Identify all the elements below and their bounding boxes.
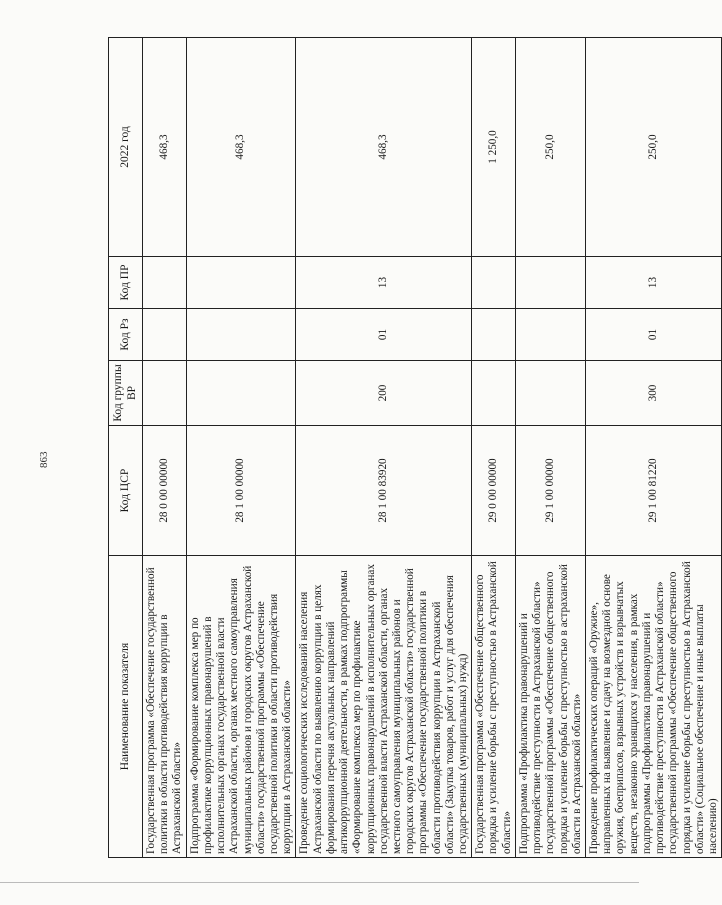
row-pr bbox=[143, 257, 187, 309]
row-csr: 29 1 00 81220 bbox=[586, 426, 722, 556]
row-vr bbox=[472, 361, 516, 426]
row-value: 250,0 bbox=[586, 38, 722, 257]
row-name: Государственная программа «Обеспечение государственной политики в области противодействия коррупции в Астраханской области» bbox=[143, 556, 187, 858]
row-name: Государственная программа «Обеспечение общественного порядка и усиление борьбы с преступностью в Астраханской области» bbox=[472, 556, 516, 858]
table-row bbox=[186, 38, 296, 858]
row-value: 250,0 bbox=[515, 38, 585, 257]
header-name: Наименование показателя bbox=[109, 556, 143, 858]
row-rz bbox=[186, 309, 296, 361]
table-header-row bbox=[109, 38, 143, 858]
page-edge-line bbox=[0, 882, 639, 883]
table-row bbox=[586, 38, 722, 858]
budget-table bbox=[108, 37, 722, 858]
row-rz bbox=[472, 309, 516, 361]
row-value: 1 250,0 bbox=[472, 38, 516, 257]
row-vr bbox=[143, 361, 187, 426]
row-pr: 13 bbox=[586, 257, 722, 309]
row-value: 468,3 bbox=[296, 38, 472, 257]
row-rz bbox=[143, 309, 187, 361]
header-rz: Код Рз bbox=[109, 309, 143, 361]
row-csr: 29 0 00 00000 bbox=[472, 426, 516, 556]
row-name: Подпрограмма «Профилактика правонарушений и противодействие преступности в Астраханской области» государственной программы «Обеспечение общественного порядка и усиление борьбы с преступностью в астраханской области в Астраханской области» bbox=[515, 556, 585, 858]
row-vr: 300 bbox=[586, 361, 722, 426]
row-csr: 28 1 00 00000 bbox=[186, 426, 296, 556]
table-row bbox=[143, 38, 187, 858]
row-csr: 29 1 00 00000 bbox=[515, 426, 585, 556]
row-pr: 13 bbox=[296, 257, 472, 309]
table-row bbox=[472, 38, 516, 858]
row-csr: 28 0 00 00000 bbox=[143, 426, 187, 556]
budget-table-container bbox=[108, 38, 719, 858]
row-name: Подпрограмма «Формирование комплекса мер по профилактике коррупционных правонарушений в исполнительных органах государственной власти Астраханской области, органах местного самоуправления муниципальных районов и городских округов Астраханской области» государственной программы «Обеспечение государственной политики в области противодействия коррупции в Астраханской области» bbox=[186, 556, 296, 858]
row-rz bbox=[515, 309, 585, 361]
row-vr bbox=[515, 361, 585, 426]
row-csr: 28 1 00 83920 bbox=[296, 426, 472, 556]
row-pr bbox=[515, 257, 585, 309]
row-value: 468,3 bbox=[186, 38, 296, 257]
table-row bbox=[515, 38, 585, 858]
row-name: Проведение социологических исследований населения Астраханской области по выявлению коррупции в целях формирования перечня актуальных направлений антикоррупционной деятельности, в рамках подпрограммы «Формирование комплекса мер по профилактике коррупционных правонарушений в исполнительных органах государственной власти Астраханской области, органах местного самоуправления муниципальных районов и городских округов Астраханской области» государственной программы «Обеспечение государственной политики в области противодействия коррупции в Астраханской области» (Закупка товаров, работ и услуг для обеспечения государственных (муниципальных) нужд) bbox=[296, 556, 472, 858]
row-vr bbox=[186, 361, 296, 426]
row-pr bbox=[186, 257, 296, 309]
header-vr: Код группы ВР bbox=[109, 361, 143, 426]
page-number: 863 bbox=[38, 451, 50, 468]
row-vr: 200 bbox=[296, 361, 472, 426]
row-value: 468,3 bbox=[143, 38, 187, 257]
row-pr bbox=[472, 257, 516, 309]
table-row bbox=[296, 38, 472, 858]
row-rz: 01 bbox=[586, 309, 722, 361]
header-year: 2022 год bbox=[109, 38, 143, 257]
header-csr: Код ЦСР bbox=[109, 426, 143, 556]
row-rz: 01 bbox=[296, 309, 472, 361]
header-pr: Код ПР bbox=[109, 257, 143, 309]
row-name: Проведение профилактических операций «Оружие», направленных на выявление и сдачу на возмездной основе оружия, боеприпасов, взрывных устройств и взрывчатых веществ, незаконно хранящихся у населения, в рамках подпрограммы «Профилактика правонарушений и противодействие преступности в Астраханской области» государственной программы «Обеспечение общественного порядка и усиление борьбы с преступностью в Астраханской области» (Социальное обеспечение и иные выплаты населению) bbox=[586, 556, 722, 858]
